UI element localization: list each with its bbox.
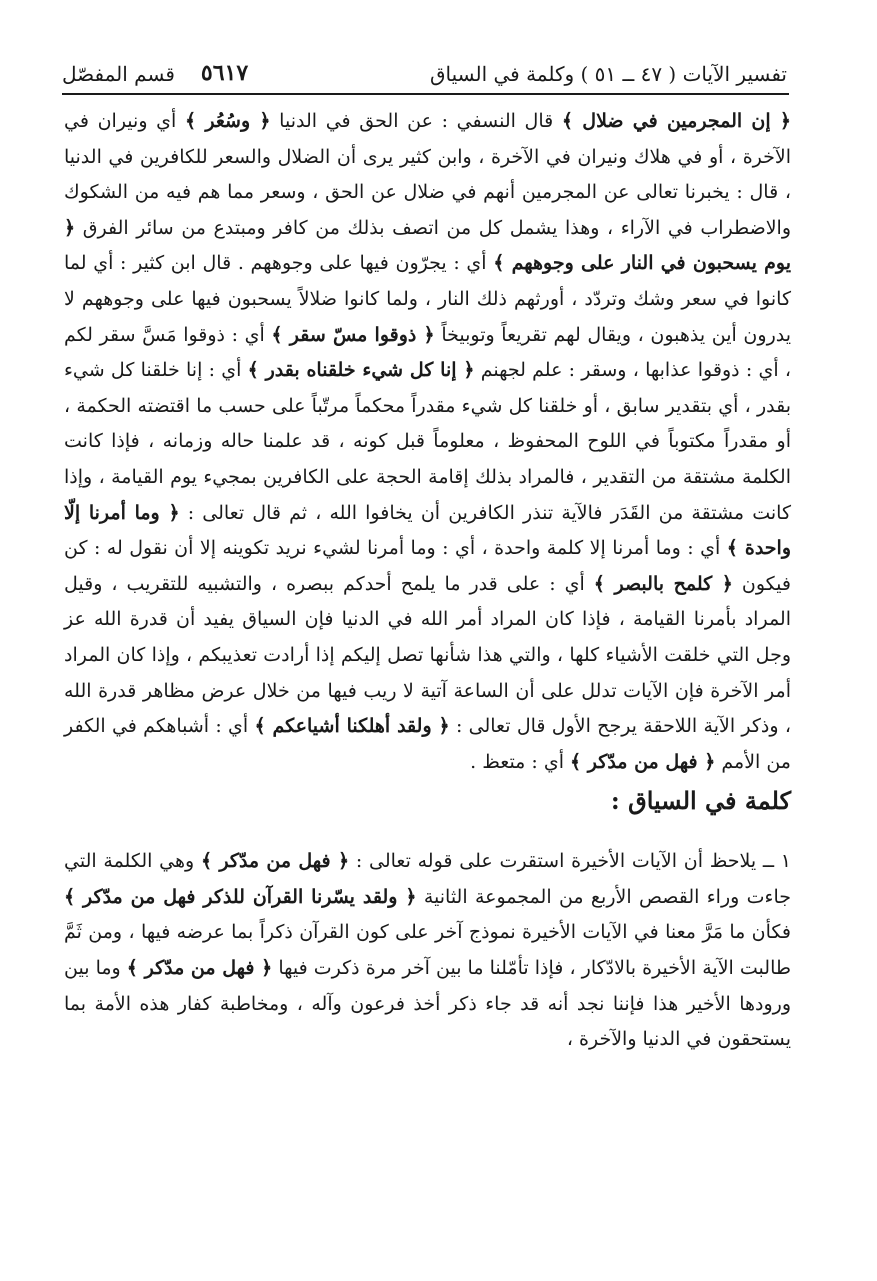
text-segment: وما بين ورودها الأخير هذا فإننا نجد أنه قد جاء ذكر أخذ فرعون وآله ، ومخاطبة كفار هذه الأمة بما يستحقون في الدنيا والآخرة ، xyxy=(64,957,791,1051)
quran-verse: ﴿ فهل من مدّكر ﴾ xyxy=(570,750,716,773)
header-rule xyxy=(62,93,789,95)
text-segment: فكأن ما مَرَّ معنا في الآيات الأخيرة نموذج آخر على كون القرآن ذكراً بما عرضه فيها ، ومن ثَمَّ طالبت الآية الأخيرة بالادّكار ، فإذا تأمّلنا ما بين آخر مرة ذكرت فيها xyxy=(64,921,791,980)
quran-verse: ﴿ ولقد يسّرنا القرآن للذكر فهل من مدّكر ﴾ xyxy=(64,885,417,908)
quran-verse: ﴿ ذوقوا مسّ سقر ﴾ xyxy=(271,323,435,346)
quran-verse: ﴿ فهل من مدّكر ﴾ xyxy=(200,850,350,873)
text-segment: أي : يجرّون فيها على وجوههم . قال ابن كثير : أي لما كانوا في سعر وشك وتردّد ، أورثهم ذلك النار ، ولما كانوا ضلالاً يسحبون فيها على وجوههم لا يدرون أين يذهبون ، ويقال لهم تقريعاً وتوبيخاً xyxy=(64,252,792,346)
quran-verse: ﴿ فهل من مدّكر ﴾ xyxy=(126,957,273,980)
quran-verse: ﴿ ولقد أهلكنا أشياعكم ﴾ xyxy=(254,715,450,738)
text-segment: ١ ــ يلاحظ أن الآيات الأخيرة استقرت على قوله تعالى : xyxy=(349,850,791,873)
text-segment: أي : أشباهكم في الكفر من الأمم xyxy=(64,715,791,773)
quran-verse: ﴿ إنا كل شيء خلقناه بقدر ﴾ xyxy=(247,359,475,382)
quran-verse: ﴿ يوم يسحبون في النار على وجوههم ﴾ xyxy=(64,216,791,275)
text-segment: وهي الكلمة التي جاءت وراء القصص الأربع من المجموعة الثانية xyxy=(64,850,791,908)
page-number: ٥٦١٧ xyxy=(200,60,249,86)
quran-verse: ﴿ وسُعُر ﴾ xyxy=(185,110,271,132)
section-name: قسم المفصّل xyxy=(62,62,175,86)
body-text xyxy=(64,104,791,1058)
running-header xyxy=(62,46,787,86)
quran-verse: ﴿ كلمح بالبصر ﴾ xyxy=(593,572,733,595)
text-segment: أي : إنا خلقنا كل شيء بقدر ، أي بتقدير سابق ، أو خلقنا كل شيء مقدراً محكماً مرتّباً على حسب ما اقتضته الحكمة ، أو مقدراً مكتوباً في اللوح المحفوظ ، معلوماً قبل كونه ، قد علمنا حاله وزمانه ، فإذا كانت الكلمة مشتقة من التقدير ، فالمراد بذلك إقامة الحجة على الكافرين بمجيء يوم القيامة ، وإذا كانت مشتقة من القَدَر فالآية تنذر الكافرين أن يخافوا الله ، ثم قال تعالى : xyxy=(64,359,792,524)
text-segment: أي : وما أمرنا إلا كلمة واحدة ، أي : وما أمرنا لشيء نريد تكوينه إلا أن نقول له : كن فيكون xyxy=(64,537,791,595)
text-segment: قال النسفي : عن الحق في الدنيا xyxy=(270,110,562,132)
text-segment: أي : على قدر ما يلمح أحدكم ببصره ، والتشبيه للتقريب ، وقيل المراد بأمرنا القيامة ، فإذا كان المراد أمر الله في الدنيا فإن السياق يفيد أن قدرة الله عز وجل التي خلقت الأشياء كلها ، والتي هذا شأنها تصل إليكم إذا أرادت تعذيبكم ، وإذا كان المراد أمر الآخرة فإن الآيات تدلل على أن الساعة آتية لا ريب فيها من خلال عرض مظاهر قدرة الله ، وذكر الآية اللاحقة يرجح الأول قال تعالى : xyxy=(64,572,792,738)
section-heading: كلمة في السياق : xyxy=(610,786,791,816)
text-segment: أي : متعظ . xyxy=(470,750,571,773)
quran-verse: ﴿ وما أمرنا إلّا واحدة ﴾ xyxy=(64,501,791,560)
book-title: تفسير الآيات ( ٤٧ ــ ٥١ ) وكلمة في السياق xyxy=(429,62,787,86)
text-segment: أي : ذوقوا مَسَّ سقر لكم ، أي : ذوقوا عذابها ، وسقر : علم لجهنم xyxy=(64,323,791,382)
text-segment: أي ونيران في الآخرة ، أو في هلاك ونيران في الآخرة ، وابن كثير يرى أن الضلال والسعر للكافرين في الدنيا ، قال : يخبرنا تعالى عن المجرمين أنهم في ضلال عن الحق ، وسعر مما هم فيه من الشكوك والاضطراب في الآراء ، وهذا يشمل كل من اتصف بذلك من كافر ومبتدع من سائر الفرق xyxy=(64,110,791,239)
commentary-paragraph xyxy=(64,104,791,780)
quran-verse: ﴿ إن المجرمين في ضلال ﴾ xyxy=(561,110,791,132)
list-item-paragraph xyxy=(64,844,791,1058)
header-left-group xyxy=(62,60,248,86)
